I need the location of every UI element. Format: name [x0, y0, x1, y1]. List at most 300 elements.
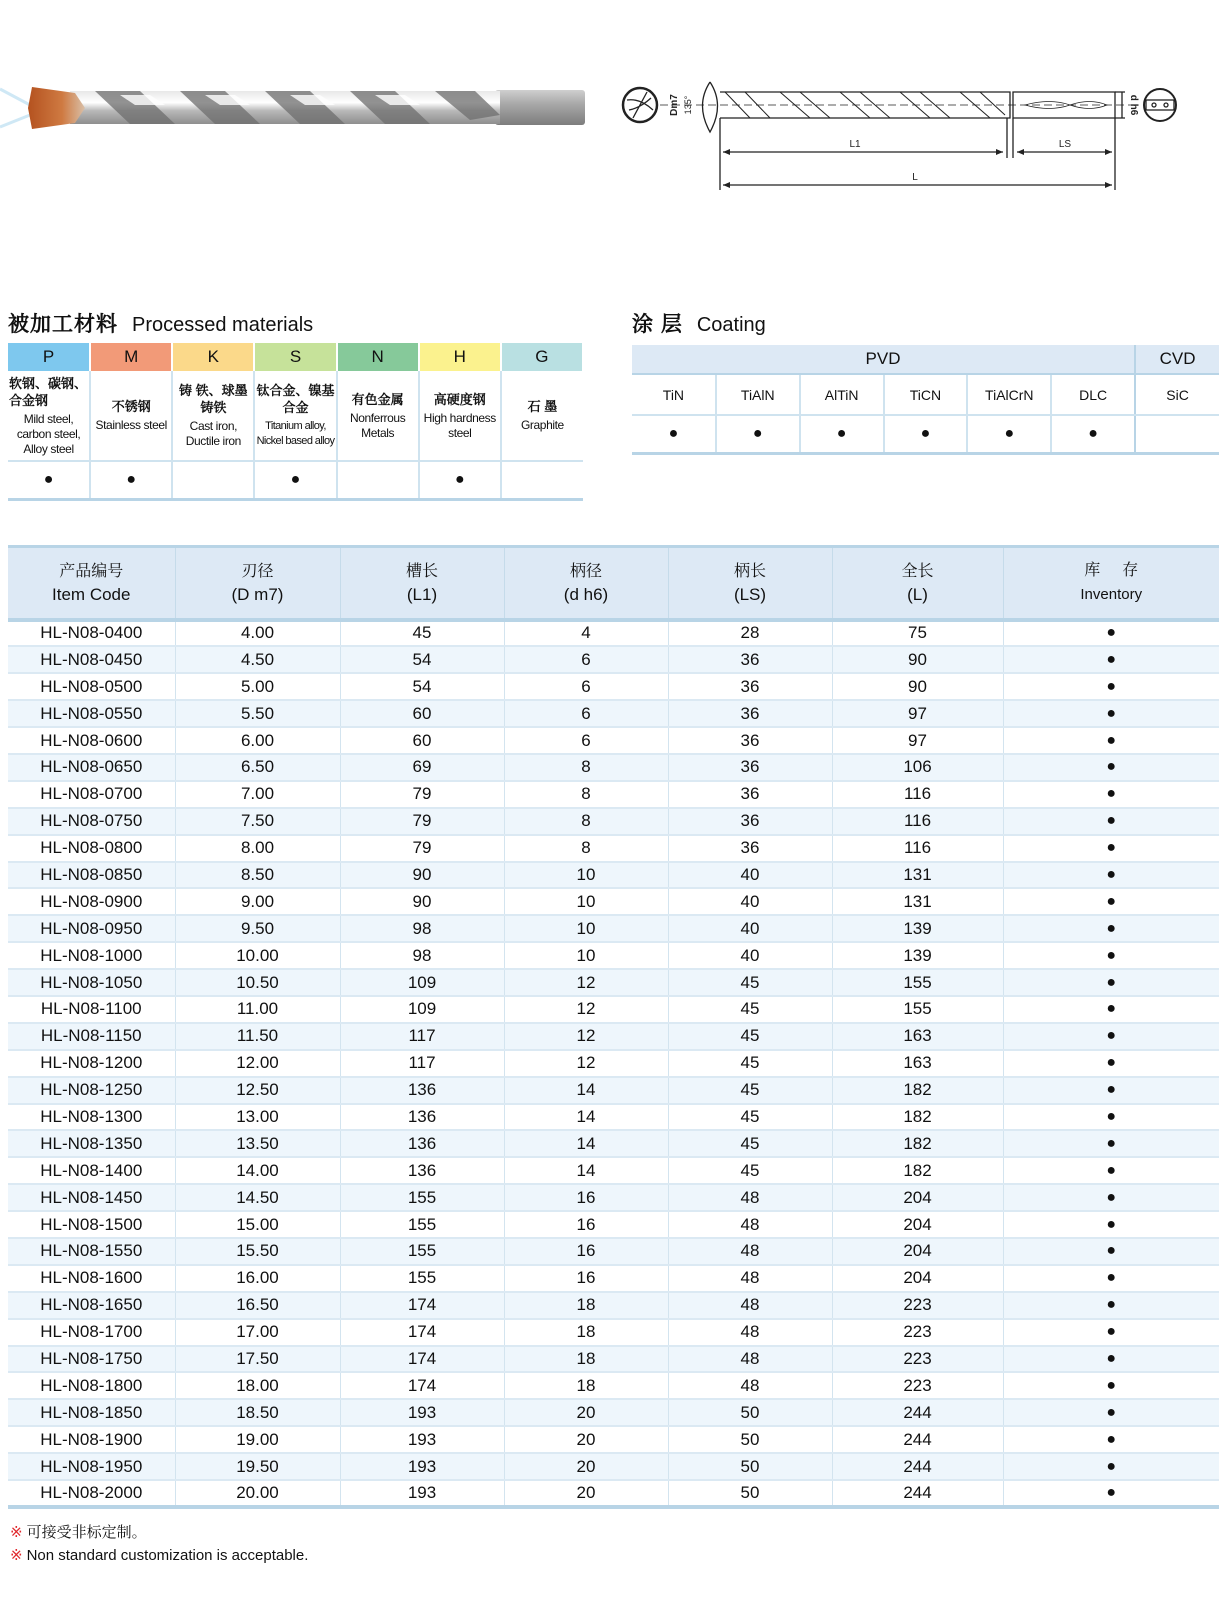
cell-shank-diameter: 12: [504, 1050, 668, 1077]
suitability-dot-n: [337, 461, 419, 499]
cell-shank-length: 36: [668, 673, 832, 700]
svg-text:d h6: d h6: [1128, 94, 1139, 116]
table-row: [8, 862, 1219, 889]
cell-item-code: HL-N08-1050: [8, 969, 175, 996]
cell-shank-diameter: 10: [504, 862, 668, 889]
reference-mark-icon: ※: [10, 1524, 23, 1541]
coating-section-title: [632, 308, 766, 338]
coating-title-cn: 涂 层: [632, 313, 683, 336]
cell-overall-length: 223: [832, 1292, 1003, 1319]
cell-shank-diameter: 20: [504, 1399, 668, 1426]
cell-flute-length: 79: [340, 808, 504, 835]
cell-flute-length: 174: [340, 1319, 504, 1346]
coating-name: AlTiN: [800, 374, 884, 415]
table-row: [8, 754, 1219, 781]
material-desc-h: 高硬度钢 High hardness steel: [419, 371, 501, 461]
cell-shank-diameter: 20: [504, 1453, 668, 1480]
cell-overall-length: 223: [832, 1319, 1003, 1346]
cell-inventory-dot: ●: [1003, 996, 1219, 1023]
materials-title-cn: 被加工材料: [8, 313, 118, 336]
cell-shank-length: 40: [668, 862, 832, 889]
cell-inventory-dot: ●: [1003, 727, 1219, 754]
table-row: [8, 1480, 1219, 1507]
cell-shank-length: 45: [668, 1104, 832, 1131]
material-desc-s: 钛合金、镍基合金 Titanium alloy, Nickel based alloy: [254, 371, 336, 461]
cell-overall-length: 139: [832, 915, 1003, 942]
cell-shank-length: 48: [668, 1346, 832, 1373]
cell-flute-length: 155: [340, 1211, 504, 1238]
cell-inventory-dot: ●: [1003, 1480, 1219, 1507]
cell-overall-length: 97: [832, 727, 1003, 754]
table-row: [8, 996, 1219, 1023]
cell-diameter: 7.50: [175, 808, 340, 835]
cell-shank-diameter: 8: [504, 754, 668, 781]
cell-shank-diameter: 4: [504, 620, 668, 647]
table-row: [8, 1104, 1219, 1131]
cell-shank-length: 36: [668, 781, 832, 808]
cell-item-code: HL-N08-1650: [8, 1292, 175, 1319]
cell-overall-length: 75: [832, 620, 1003, 647]
footnote-cn: ※ 可接受非标定制。: [10, 1524, 147, 1541]
cell-overall-length: 204: [832, 1265, 1003, 1292]
cell-flute-length: 174: [340, 1372, 504, 1399]
table-row: [8, 1265, 1219, 1292]
cell-item-code: HL-N08-0750: [8, 808, 175, 835]
cell-diameter: 18.00: [175, 1372, 340, 1399]
header-item-code: 产品编号 Item Code: [8, 547, 175, 620]
label-L1: L1: [849, 139, 861, 150]
cell-overall-length: 116: [832, 835, 1003, 862]
cell-flute-length: 193: [340, 1480, 504, 1507]
svg-text:135°: 135°: [683, 95, 693, 115]
cell-shank-diameter: 14: [504, 1130, 668, 1157]
cell-flute-length: 174: [340, 1346, 504, 1373]
cell-overall-length: 223: [832, 1346, 1003, 1373]
cell-diameter: 8.00: [175, 835, 340, 862]
table-row: [8, 1453, 1219, 1480]
cell-overall-length: 131: [832, 862, 1003, 889]
cell-flute-length: 117: [340, 1023, 504, 1050]
cell-shank-diameter: 14: [504, 1157, 668, 1184]
cell-overall-length: 204: [832, 1238, 1003, 1265]
cell-flute-length: 136: [340, 1077, 504, 1104]
cell-shank-diameter: 18: [504, 1319, 668, 1346]
cell-shank-diameter: 6: [504, 727, 668, 754]
cell-item-code: HL-N08-0900: [8, 888, 175, 915]
cell-flute-length: 90: [340, 888, 504, 915]
cell-shank-length: 36: [668, 646, 832, 673]
cell-item-code: HL-N08-0450: [8, 646, 175, 673]
technical-drawing: [615, 70, 1219, 200]
material-code-s: S: [254, 343, 336, 371]
header-shank-length: 柄长 (LS): [668, 547, 832, 620]
coating-group-row: [632, 345, 1219, 374]
materials-description-row: [8, 371, 583, 461]
table-row: [8, 835, 1219, 862]
coating-name: TiCN: [884, 374, 968, 415]
coating-table: [632, 345, 1219, 455]
cell-inventory-dot: ●: [1003, 1453, 1219, 1480]
coating-dot: ●: [884, 415, 968, 453]
cell-flute-length: 117: [340, 1050, 504, 1077]
suitability-dot-m: ●: [90, 461, 172, 499]
cell-diameter: 14.00: [175, 1157, 340, 1184]
cell-diameter: 15.50: [175, 1238, 340, 1265]
cell-item-code: HL-N08-1450: [8, 1184, 175, 1211]
header-shank-diameter: 柄径 (d h6): [504, 547, 668, 620]
cell-diameter: 8.50: [175, 862, 340, 889]
cell-shank-diameter: 18: [504, 1372, 668, 1399]
cell-shank-length: 28: [668, 620, 832, 647]
cell-flute-length: 45: [340, 620, 504, 647]
header-diameter: 刃径 (D m7): [175, 547, 340, 620]
cell-inventory-dot: ●: [1003, 781, 1219, 808]
cell-flute-length: 136: [340, 1130, 504, 1157]
table-row: [8, 1184, 1219, 1211]
cell-flute-length: 79: [340, 835, 504, 862]
product-rows: [8, 620, 1219, 1507]
coating-marks-row: [632, 415, 1219, 453]
cell-shank-diameter: 14: [504, 1104, 668, 1131]
cell-inventory-dot: ●: [1003, 1104, 1219, 1131]
cell-item-code: HL-N08-1900: [8, 1426, 175, 1453]
cell-shank-length: 40: [668, 888, 832, 915]
cell-inventory-dot: ●: [1003, 915, 1219, 942]
cell-diameter: 10.00: [175, 942, 340, 969]
table-row: [8, 1346, 1219, 1373]
cell-shank-diameter: 16: [504, 1265, 668, 1292]
coating-name: TiAlCrN: [967, 374, 1051, 415]
cell-overall-length: 155: [832, 969, 1003, 996]
cell-shank-diameter: 20: [504, 1480, 668, 1507]
table-row: [8, 888, 1219, 915]
table-row: [8, 1319, 1219, 1346]
coating-name: SiC: [1135, 374, 1219, 415]
coating-dot: ●: [967, 415, 1051, 453]
cell-inventory-dot: ●: [1003, 1346, 1219, 1373]
cell-diameter: 9.50: [175, 915, 340, 942]
cell-flute-length: 60: [340, 700, 504, 727]
table-row: [8, 915, 1219, 942]
cell-shank-diameter: 10: [504, 888, 668, 915]
material-desc-g: 石 墨 Graphite: [501, 371, 583, 461]
cell-shank-length: 45: [668, 1130, 832, 1157]
cell-shank-length: 48: [668, 1265, 832, 1292]
cell-diameter: 12.00: [175, 1050, 340, 1077]
cell-item-code: HL-N08-1350: [8, 1130, 175, 1157]
cell-overall-length: 204: [832, 1184, 1003, 1211]
cell-inventory-dot: ●: [1003, 754, 1219, 781]
table-header-row: [8, 547, 1219, 620]
cell-item-code: HL-N08-1000: [8, 942, 175, 969]
cell-overall-length: 116: [832, 808, 1003, 835]
cell-inventory-dot: ●: [1003, 1399, 1219, 1426]
coating-dot: ●: [800, 415, 884, 453]
cell-inventory-dot: ●: [1003, 1265, 1219, 1292]
cell-shank-diameter: 8: [504, 808, 668, 835]
material-code-k: K: [172, 343, 254, 371]
table-row: [8, 1157, 1219, 1184]
cell-item-code: HL-N08-0600: [8, 727, 175, 754]
coating-dot: ●: [632, 415, 716, 453]
table-row: [8, 781, 1219, 808]
cell-shank-length: 50: [668, 1426, 832, 1453]
material-desc-k: 铸 铁、球墨铸铁 Cast iron, Ductile iron: [172, 371, 254, 461]
cell-diameter: 15.00: [175, 1211, 340, 1238]
cell-diameter: 17.50: [175, 1346, 340, 1373]
cell-shank-length: 45: [668, 1050, 832, 1077]
cell-inventory-dot: ●: [1003, 1319, 1219, 1346]
cell-item-code: HL-N08-0800: [8, 835, 175, 862]
drill-bit-photo: [0, 75, 600, 145]
cell-item-code: HL-N08-0850: [8, 862, 175, 889]
cell-diameter: 6.00: [175, 727, 340, 754]
coating-group-pvd: PVD: [632, 345, 1135, 374]
cell-shank-length: 45: [668, 1023, 832, 1050]
cell-item-code: HL-N08-1200: [8, 1050, 175, 1077]
cell-diameter: 18.50: [175, 1399, 340, 1426]
cell-inventory-dot: ●: [1003, 1238, 1219, 1265]
cell-diameter: 5.50: [175, 700, 340, 727]
cell-shank-length: 48: [668, 1292, 832, 1319]
header-inventory: 库存 Inventory: [1003, 547, 1219, 620]
cell-shank-diameter: 12: [504, 969, 668, 996]
cell-shank-diameter: 6: [504, 700, 668, 727]
cell-overall-length: 90: [832, 673, 1003, 700]
cell-diameter: 11.00: [175, 996, 340, 1023]
cell-inventory-dot: ●: [1003, 942, 1219, 969]
cell-overall-length: 182: [832, 1130, 1003, 1157]
cell-shank-length: 48: [668, 1319, 832, 1346]
cell-overall-length: 155: [832, 996, 1003, 1023]
cell-item-code: HL-N08-1800: [8, 1372, 175, 1399]
cell-shank-diameter: 16: [504, 1211, 668, 1238]
cell-item-code: HL-N08-0550: [8, 700, 175, 727]
cell-inventory-dot: ●: [1003, 1372, 1219, 1399]
coating-name: TiN: [632, 374, 716, 415]
label-LS: LS: [1058, 139, 1072, 150]
cell-diameter: 5.00: [175, 673, 340, 700]
cell-diameter: 16.50: [175, 1292, 340, 1319]
coating-names-row: [632, 374, 1219, 415]
material-desc-p: 软钢、碳钢、合金钢 Mild steel, carbon steel, Alloy steel: [8, 371, 90, 461]
cell-item-code: HL-N08-1500: [8, 1211, 175, 1238]
cell-diameter: 6.50: [175, 754, 340, 781]
cell-diameter: 20.00: [175, 1480, 340, 1507]
cell-shank-length: 36: [668, 808, 832, 835]
table-row: [8, 1292, 1219, 1319]
cell-overall-length: 139: [832, 942, 1003, 969]
cell-flute-length: 69: [340, 754, 504, 781]
cell-inventory-dot: ●: [1003, 673, 1219, 700]
material-code-p: P: [8, 343, 90, 371]
cell-flute-length: 193: [340, 1426, 504, 1453]
cell-shank-length: 45: [668, 996, 832, 1023]
cell-overall-length: 182: [832, 1077, 1003, 1104]
table-row: [8, 1211, 1219, 1238]
cell-shank-diameter: 6: [504, 673, 668, 700]
coating-dot: ●: [716, 415, 800, 453]
cell-diameter: 17.00: [175, 1319, 340, 1346]
cell-flute-length: 98: [340, 915, 504, 942]
materials-section-title: [8, 308, 313, 338]
cell-overall-length: 163: [832, 1023, 1003, 1050]
cell-inventory-dot: ●: [1003, 1426, 1219, 1453]
table-row: [8, 1130, 1219, 1157]
cell-shank-diameter: 10: [504, 915, 668, 942]
cell-item-code: HL-N08-1250: [8, 1077, 175, 1104]
cell-diameter: 10.50: [175, 969, 340, 996]
footnote-en: ※ Non standard customization is acceptable.: [10, 1547, 309, 1564]
cell-flute-length: 136: [340, 1104, 504, 1131]
cell-shank-length: 36: [668, 727, 832, 754]
materials-table: [8, 343, 584, 501]
coating-title-en: Coating: [696, 314, 766, 336]
cell-diameter: 19.00: [175, 1426, 340, 1453]
cell-item-code: HL-N08-1400: [8, 1157, 175, 1184]
cell-item-code: HL-N08-1950: [8, 1453, 175, 1480]
cell-item-code: HL-N08-0650: [8, 754, 175, 781]
cell-item-code: HL-N08-1850: [8, 1399, 175, 1426]
cell-flute-length: 174: [340, 1292, 504, 1319]
table-row: [8, 620, 1219, 647]
cell-item-code: HL-N08-1750: [8, 1346, 175, 1373]
cell-inventory-dot: ●: [1003, 1023, 1219, 1050]
cell-inventory-dot: ●: [1003, 888, 1219, 915]
cell-diameter: 12.50: [175, 1077, 340, 1104]
cell-shank-diameter: 18: [504, 1292, 668, 1319]
cell-overall-length: 244: [832, 1453, 1003, 1480]
materials-title-en: Processed materials: [132, 314, 314, 336]
cell-overall-length: 244: [832, 1399, 1003, 1426]
table-row: [8, 673, 1219, 700]
material-code-m: M: [90, 343, 172, 371]
cell-shank-length: 40: [668, 915, 832, 942]
cell-flute-length: 109: [340, 969, 504, 996]
cell-inventory-dot: ●: [1003, 646, 1219, 673]
cell-item-code: HL-N08-1100: [8, 996, 175, 1023]
cell-flute-length: 193: [340, 1453, 504, 1480]
cell-shank-length: 50: [668, 1480, 832, 1507]
cell-shank-diameter: 16: [504, 1238, 668, 1265]
cell-inventory-dot: ●: [1003, 700, 1219, 727]
cell-flute-length: 90: [340, 862, 504, 889]
materials-suitability-row: [8, 461, 583, 499]
cell-overall-length: 182: [832, 1157, 1003, 1184]
cell-item-code: HL-N08-1150: [8, 1023, 175, 1050]
cell-diameter: 7.00: [175, 781, 340, 808]
cell-inventory-dot: ●: [1003, 862, 1219, 889]
suitability-dot-g: [501, 461, 583, 499]
cell-shank-length: 50: [668, 1399, 832, 1426]
cell-shank-length: 36: [668, 835, 832, 862]
cell-diameter: 13.00: [175, 1104, 340, 1131]
cell-shank-length: 36: [668, 754, 832, 781]
cell-flute-length: 155: [340, 1184, 504, 1211]
cell-item-code: HL-N08-1550: [8, 1238, 175, 1265]
materials-code-row: [8, 343, 583, 371]
cell-overall-length: 116: [832, 781, 1003, 808]
cell-overall-length: 204: [832, 1211, 1003, 1238]
header-overall-length: 全长 (L): [832, 547, 1003, 620]
cell-inventory-dot: ●: [1003, 969, 1219, 996]
cell-overall-length: 97: [832, 700, 1003, 727]
material-code-n: N: [337, 343, 419, 371]
cell-shank-length: 48: [668, 1211, 832, 1238]
suitability-dot-k: [172, 461, 254, 499]
cell-item-code: HL-N08-1600: [8, 1265, 175, 1292]
cell-flute-length: 155: [340, 1238, 504, 1265]
cell-shank-length: 48: [668, 1238, 832, 1265]
cell-flute-length: 79: [340, 781, 504, 808]
footnotes: [10, 1521, 308, 1567]
cell-shank-diameter: 12: [504, 996, 668, 1023]
cell-inventory-dot: ●: [1003, 1211, 1219, 1238]
cell-shank-diameter: 6: [504, 646, 668, 673]
cell-diameter: 4.00: [175, 620, 340, 647]
cell-shank-diameter: 10: [504, 942, 668, 969]
cell-shank-length: 45: [668, 1157, 832, 1184]
coating-name: TiAlN: [716, 374, 800, 415]
suitability-dot-p: ●: [8, 461, 90, 499]
cell-overall-length: 182: [832, 1104, 1003, 1131]
cell-item-code: HL-N08-0700: [8, 781, 175, 808]
table-row: [8, 1077, 1219, 1104]
cell-item-code: HL-N08-2000: [8, 1480, 175, 1507]
cell-diameter: 4.50: [175, 646, 340, 673]
cell-inventory-dot: ●: [1003, 1292, 1219, 1319]
table-row: [8, 1050, 1219, 1077]
table-row: [8, 1238, 1219, 1265]
material-code-g: G: [501, 343, 583, 371]
material-desc-n: 有色金属 Nonferrous Metals: [337, 371, 419, 461]
cell-overall-length: 244: [832, 1426, 1003, 1453]
cell-flute-length: 54: [340, 646, 504, 673]
cell-flute-length: 155: [340, 1265, 504, 1292]
header-flute-length: 槽长 (L1): [340, 547, 504, 620]
cell-flute-length: 60: [340, 727, 504, 754]
cell-overall-length: 106: [832, 754, 1003, 781]
cell-diameter: 9.00: [175, 888, 340, 915]
cell-diameter: 19.50: [175, 1453, 340, 1480]
cell-overall-length: 90: [832, 646, 1003, 673]
cell-diameter: 13.50: [175, 1130, 340, 1157]
material-code-h: H: [419, 343, 501, 371]
cell-diameter: 11.50: [175, 1023, 340, 1050]
cell-shank-length: 45: [668, 969, 832, 996]
cell-diameter: 14.50: [175, 1184, 340, 1211]
cell-inventory-dot: ●: [1003, 808, 1219, 835]
cell-inventory-dot: ●: [1003, 835, 1219, 862]
suitability-dot-h: ●: [419, 461, 501, 499]
cell-inventory-dot: ●: [1003, 1184, 1219, 1211]
cell-item-code: HL-N08-1300: [8, 1104, 175, 1131]
cell-shank-diameter: 12: [504, 1023, 668, 1050]
cell-shank-diameter: 8: [504, 781, 668, 808]
cell-diameter: 16.00: [175, 1265, 340, 1292]
cell-inventory-dot: ●: [1003, 620, 1219, 647]
cell-shank-diameter: 8: [504, 835, 668, 862]
table-row: [8, 1023, 1219, 1050]
reference-mark-icon: ※: [10, 1547, 23, 1564]
table-row: [8, 646, 1219, 673]
cell-shank-diameter: 20: [504, 1426, 668, 1453]
table-row: [8, 700, 1219, 727]
product-spec-table: [8, 545, 1219, 1509]
cell-overall-length: 163: [832, 1050, 1003, 1077]
coating-dot: [1135, 415, 1219, 453]
coating-dot: ●: [1051, 415, 1135, 453]
